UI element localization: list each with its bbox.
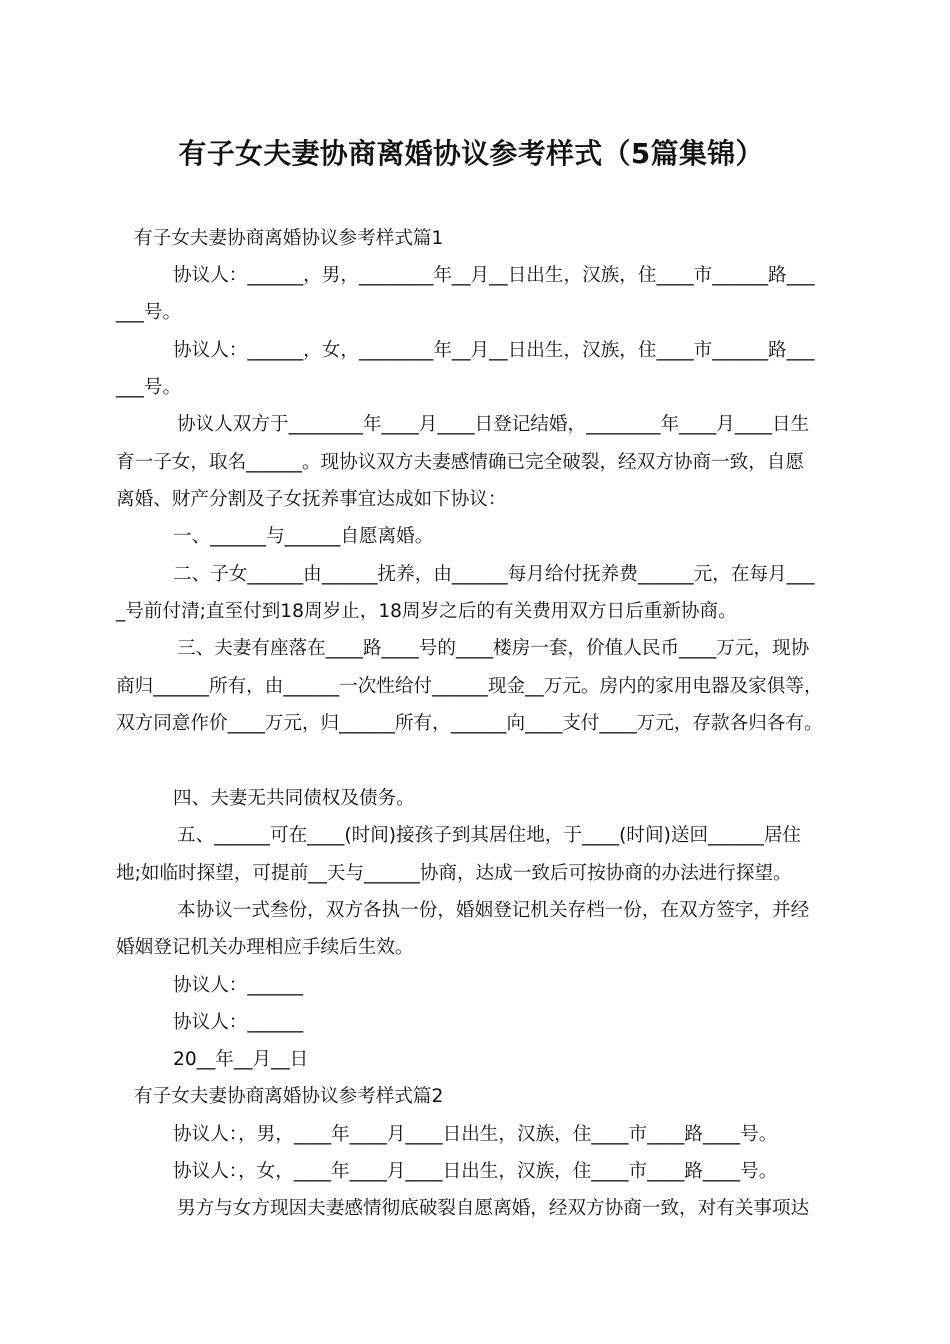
- signature-line: 协议人：______: [173, 975, 304, 996]
- party-line-female-cont: ___号。: [116, 377, 182, 398]
- clause-4: 四、夫妻无共同债权及债务。: [173, 788, 415, 809]
- signature-line: 协议人：______: [173, 1012, 304, 1033]
- section-heading-1: 有子女夫妻协商离婚协议参考样式篇1: [134, 228, 444, 249]
- date-line: 20__年__月__日: [173, 1049, 309, 1070]
- validity-clause: 本协议一式叁份，双方各执一份，婚姻登记机关存档一份，在双方签字，并经: [177, 900, 810, 921]
- paragraph-line: 协议人双方于________年____月____日登记结婚，________年____月____日生: [177, 414, 810, 435]
- clause-3-cont: 双方同意作价____万元，归______所有，______向____支付____万元，存款各归各有。: [116, 713, 823, 734]
- clause-5-cont: 地;如临时探望，可提前__天与______协商，达成一致后可按协商的办法进行探望。: [116, 863, 792, 884]
- clause-2-cont: _号前付清;直至付到18周岁止，18周岁之后的有关费用双方日后重新协商。: [116, 601, 737, 622]
- validity-clause-cont: 婚姻登记机关办理相应手续后生效。: [116, 937, 414, 958]
- clause-1: 一、______与______自愿离婚。: [173, 526, 434, 547]
- paragraph-line: 育一子女，取名______。现协议双方夫妻感情确已完全破裂，经双方协商一致，自愿: [116, 452, 804, 473]
- clause-5: 五、______可在____(时间)接孩子到其居住地，于____(时间)送回______居住: [177, 825, 802, 846]
- document-title: 有子女夫妻协商离婚协议参考样式（5篇集锦）: [178, 137, 764, 170]
- clause-2: 二、子女______由______抚养，由______每月给付抚养费______元，在每月___: [173, 564, 815, 585]
- section-heading-2: 有子女夫妻协商离婚协议参考样式篇2: [134, 1086, 444, 1107]
- party-line-male-cont: ___号。: [116, 302, 182, 323]
- clause-3: 三、夫妻有座落在____路____号的____楼房一套，价值人民币____万元，现协: [177, 638, 810, 659]
- party-line-female: 协议人：______，女，________年__月__日出生，汉族，住____市______路___: [173, 340, 815, 361]
- clause-3-cont: 商归______所有，由______一次性给付______现金__万元。房内的家用电器及家俱等，: [116, 676, 823, 697]
- party-line-male: 协议人：______，男，________年__月__日出生，汉族，住____市______路___: [173, 265, 815, 286]
- paragraph-line: 男方与女方现因夫妻感情彻底破裂自愿离婚，经双方协商一致，对有关事项达: [177, 1198, 810, 1219]
- party-line-male: 协议人：，男，____年____月____日出生，汉族，住____市____路____号。: [173, 1124, 778, 1145]
- party-line-female: 协议人：，女，____年____月____日出生，汉族，住____市____路____号。: [173, 1161, 778, 1182]
- paragraph-line: 离婚、财产分割及子女抚养事宜达成如下协议：: [116, 489, 507, 510]
